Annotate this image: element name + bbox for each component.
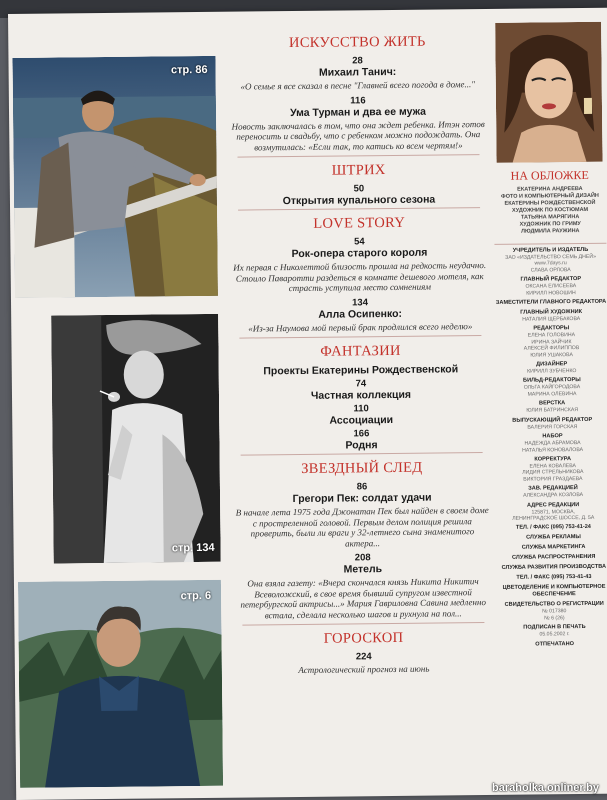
watermark: baraholka.onliner.by xyxy=(492,782,599,794)
imprint-heading: РЕДАКТОРЫ xyxy=(533,325,570,332)
imprint-heading: ПОДПИСАН В ПЕЧАТЬ xyxy=(523,624,586,631)
imprint xyxy=(494,243,607,649)
imprint-value: ОКСАНА ЕЛИСЕЕВА xyxy=(525,283,577,290)
entry-page-number: 28 xyxy=(352,55,363,67)
imprint-heading: СЛУЖБА МАРКЕТИНГА xyxy=(521,544,586,551)
imprint-heading: КОРРЕКТУРА xyxy=(534,456,572,463)
cover-photo xyxy=(495,22,602,163)
entry-title: Проекты Екатерины Рождественской xyxy=(263,363,459,378)
imprint-heading: ГЛАВНЫЙ РЕДАКТОР xyxy=(520,276,582,283)
imprint-value: КИРИЛЛ НОВОШИН xyxy=(526,289,576,297)
section-heading: ШТРИХ xyxy=(331,162,386,179)
imprint-value: 05.05.2002 г. xyxy=(539,631,570,638)
section-divider xyxy=(238,154,480,158)
imprint-value: НАДЕЖДА АБРАМОВА xyxy=(524,440,581,447)
entry-page-number: 166 xyxy=(353,428,370,440)
imprint-heading: СЛУЖБА РАСПРОСТРАНЕНИЯ xyxy=(511,554,596,562)
entry-description: Новость заключалась в том, что она ждет ребенка. Итэн готов переносить и свадьбу, что с ребенком можно подождать. Она возмутилась: «Если так, то катись ко всем чертям!» xyxy=(231,118,485,152)
entry-page-number: 54 xyxy=(354,236,365,248)
section-heading: LOVE STORY xyxy=(313,214,406,232)
imprint-heading: ЦВЕТОДЕЛЕНИЕ И КОМПЬЮТЕРНОЕ ОБЕСПЕЧЕНИЕ xyxy=(502,584,606,598)
entry-title: Алла Осипенко: xyxy=(318,307,403,321)
imprint-heading: НАБОР xyxy=(542,433,563,440)
entry-title: Родня xyxy=(345,439,378,452)
cover-credits xyxy=(494,186,607,236)
imprint-heading: ДИЗАЙНЕР xyxy=(536,361,568,368)
photo-woman-hat xyxy=(51,314,221,564)
entry-title: Метель xyxy=(343,563,383,576)
section-divider xyxy=(238,207,480,211)
imprint-value: НАТАЛИЯ ЩЕРБАКОВА xyxy=(522,316,581,323)
imprint-heading: СЛУЖБА РЕКЛАМЫ xyxy=(526,534,581,541)
imprint-heading: СВИДЕТЕЛЬСТВО О РЕГИСТРАЦИИ xyxy=(504,601,604,609)
imprint-value: ЕЛЕНА КОВАЛЕВА xyxy=(529,462,577,470)
entry-title: Михаил Танич: xyxy=(318,65,397,79)
entry-page-number: 134 xyxy=(352,296,369,308)
section-heading: ГОРОСКОП xyxy=(323,629,404,647)
imprint-heading: ГЛАВНЫЙ ХУДОЖНИК xyxy=(520,309,583,316)
entry-description: Она взяла газету: «Вчера скончался князь Никита Никитич Всеволожский, в свое время бывший супругом известной петербургской актрисы...» Мария Гавриловна Савина медленно встала, сделала несколько шагов и рухнула на пол... xyxy=(240,576,487,620)
entry-title: Открытия купального сезона xyxy=(282,193,436,208)
entry-description: «Из-за Наумова мой первый брак продлился всего неделю» xyxy=(248,320,473,334)
imprint-value: КИРИЛЛ ЗУБЧЕНКО xyxy=(527,368,577,375)
section-divider xyxy=(241,452,483,456)
page-ref-label: стр. 134 xyxy=(171,541,215,555)
entry-page-number: 116 xyxy=(350,94,366,106)
imprint-heading: ВЫПУСКАЮЩИЙ РЕДАКТОР xyxy=(512,416,593,424)
imprint-value: ЮЛИЯ БАТРИНСКАЯ xyxy=(526,407,579,414)
entry-title: Рок-опера старого короля xyxy=(291,246,428,261)
imprint-value: ЗАО «ИЗДАТЕЛЬСТВО СЕМЬ ДНЕЙ» xyxy=(505,253,597,261)
table-of-contents xyxy=(226,27,495,680)
credit-line: ЕКАТЕРИНА АНДРЕЕВА xyxy=(517,185,583,193)
imprint-value: СЛАВА ОРЛОВА xyxy=(530,266,571,274)
imprint-value: № 017380 xyxy=(542,608,567,615)
right-column xyxy=(492,22,607,649)
section-heading: ИСКУССТВО ЖИТЬ xyxy=(288,33,426,52)
entry-page-number: 224 xyxy=(355,651,372,663)
entry-page-number: 50 xyxy=(353,183,365,195)
credit-line: ЛЮДМИЛА РАУЖИНА xyxy=(521,228,580,235)
imprint-value: АЛЕКСЕЙ ФИЛИППОВ xyxy=(523,345,580,352)
entry-description: Астрологический прогноз на июнь xyxy=(298,663,430,675)
page-ref-label: стр. 6 xyxy=(180,589,212,603)
entry-page-number: 110 xyxy=(353,403,369,415)
entry-description: «О семье я все сказал в песне "Главней всего погода в доме..." xyxy=(240,79,476,92)
page-ref-label: стр. 86 xyxy=(170,63,208,77)
credit-line: ЕКАТЕРИНЫ РОЖДЕСТВЕНСКОЙ xyxy=(504,199,596,207)
credit-line: ХУДОЖНИК ПО ГРИМУ xyxy=(519,221,581,228)
imprint-value: МАРИНА ОЛЕВИНА xyxy=(527,390,577,398)
imprint-heading: ТЕЛ. / ФАКС (095) 753-41-43 xyxy=(516,574,592,582)
photo-man-jacket xyxy=(18,580,223,788)
imprint-value: www.7days.ru xyxy=(534,260,567,267)
imprint-heading: ВЕРСТКА xyxy=(539,400,566,407)
section-divider xyxy=(242,622,484,626)
imprint-value: ИРИНА ЗАЙЧИК xyxy=(531,338,572,346)
credit-line: ТАТЬЯНА МАРЯГИНА xyxy=(520,214,580,221)
entry-description: В начале лета 1975 года Джонатан Пек был найден в своем доме с простреленной головой. Первым делом полиция решила проверить, были ли враги у 32-летнего сына знаменитого актера... xyxy=(235,504,489,548)
entry-title: Ума Турман и два ее мужа xyxy=(290,105,427,119)
imprint-heading: БИЛЬД-РЕДАКТОРЫ xyxy=(523,377,581,385)
imprint-heading: ТЕЛ. / ФАКС (095) 753-41-24 xyxy=(515,524,591,532)
imprint-value: ВАЛЕРИЯ ГОРСКАЯ xyxy=(527,423,578,431)
imprint-value: ЮЛИЯ УШАКОВА xyxy=(530,351,573,359)
photo-gregory-peck xyxy=(12,56,218,298)
section-heading: ЗВЕЗДНЫЙ СЛЕД xyxy=(301,459,423,477)
credit-line: ФОТО И КОМПЬЮТЕРНЫЙ ДИЗАЙН xyxy=(500,192,599,200)
entry-page-number: 74 xyxy=(355,378,367,390)
imprint-value: 125871, МОСКВА, xyxy=(531,508,576,516)
credit-line: ХУДОЖНИК ПО КОСТЮМАМ xyxy=(511,206,589,214)
entry-page-number: 86 xyxy=(356,481,368,493)
imprint-value: ЛЕНИНГРАДСКОЕ ШОССЕ, Д. 5А xyxy=(512,514,595,522)
section-heading: ФАНТАЗИИ xyxy=(320,342,401,360)
entry-title: Частная коллекция xyxy=(310,388,412,402)
imprint-heading: ЗАМЕСТИТЕЛИ ГЛАВНОГО РЕДАКТОРА xyxy=(495,298,607,306)
section-divider xyxy=(239,335,481,339)
imprint-value: ЕЛЕНА ГОЛОВИНА xyxy=(527,332,576,340)
imprint-heading: АДРЕС РЕДАКЦИИ xyxy=(526,501,580,509)
imprint-value: ЛИДИЯ СТРЕЛЬНИКОВА xyxy=(522,469,584,476)
entry-page-number: 208 xyxy=(354,552,371,564)
imprint-value: № 6 (26) xyxy=(544,614,565,622)
entry-title: Ассоциации xyxy=(329,413,394,427)
imprint-value: ВИКТОРИЯ ГРАЗДАЕВА xyxy=(523,475,583,483)
imprint-heading: УЧРЕДИТЕЛЬ И ИЗДАТЕЛЬ xyxy=(512,246,589,254)
entry-description: Их первая с Николеттой близость прошла на редкость неудачно. Стоило Паваротти раздеться в комнате дешевого мотеля, как страсть уступила место сомнениям xyxy=(233,260,487,294)
imprint-value: ОЛЬГА КАЙГОРОДОВА xyxy=(523,384,581,392)
imprint-value: АЛЕКСАНДРА КОЗЛОВА xyxy=(523,492,584,499)
magazine-page xyxy=(8,8,607,800)
imprint-heading: ЗАВ. РЕДАКЦИЕЙ xyxy=(528,485,578,492)
imprint-value: НАТАЛЬЯ КОНОВАЛОВА xyxy=(522,446,584,454)
cover-heading: НА ОБЛОЖКЕ xyxy=(510,167,589,183)
imprint-heading: СЛУЖБА РАЗВИТИЯ ПРОИЗВОДСТВА xyxy=(501,564,607,572)
entry-title: Грегори Пек: солдат удачи xyxy=(292,491,432,506)
imprint-heading: ОТПЕЧАТАНО xyxy=(535,640,575,648)
